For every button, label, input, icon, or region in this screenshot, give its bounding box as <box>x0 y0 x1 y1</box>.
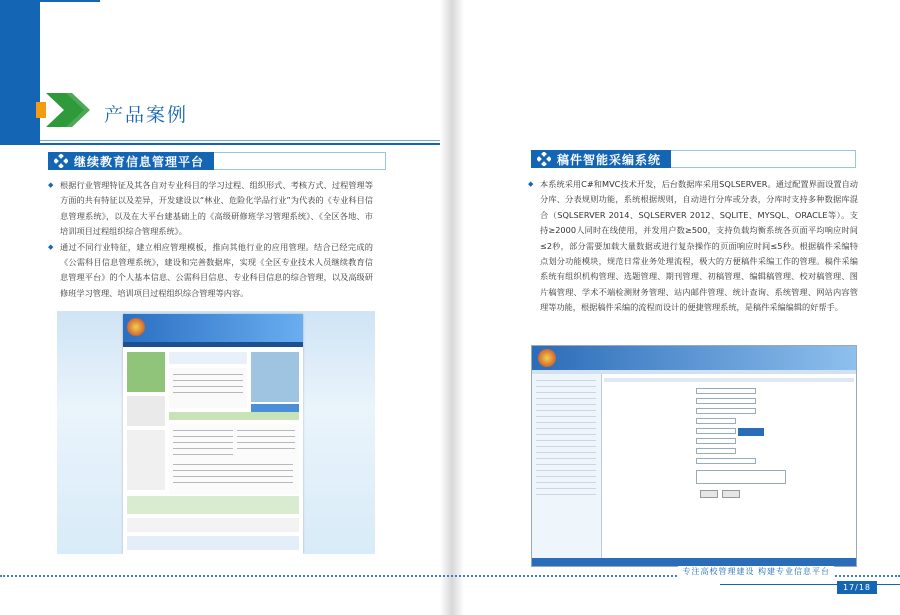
left-paragraph: ◆ 根据行业管理特征及其各自对专业科目的学习过程、组织形式、考核方式、过程管理等方面的共有特征以及差异，开发建设以“林业、危险化学品行业”为代表的《专业科目信息管理系统》，以及在大平台建基础上的《高级研修班学习管理系统》、《全区各地、市培训项目过程组织综合管理系统》。 <box>48 178 373 240</box>
emblem-icon <box>538 349 556 367</box>
header-rule <box>40 140 440 141</box>
manuscript-system-screenshot <box>531 345 857 567</box>
corner-blue-block <box>0 0 40 145</box>
left-paragraph: ◆ 通过不同行业特征，建立相应管理模板，推向其他行业的应用管理。结合已经完成的《公需科目信息管理系统》，建设和完善数据库，实现《全区专业技术人员继续教育信息管理平台》的个人基本信息、公需科目信息、专业科目信息的综合管理，以及高级研修班学习管理、培训项目过程组织综合管理等内容。 <box>48 240 373 302</box>
education-platform-screenshot <box>57 311 375 554</box>
diamond-cluster-icon <box>54 154 68 168</box>
page-spine <box>440 0 464 615</box>
right-section-title: 稿件智能采编系统 <box>557 152 662 167</box>
diamond-cluster-icon <box>537 152 551 166</box>
right-body-text <box>528 177 858 316</box>
left-section-title: 继续教育信息管理平台 <box>74 154 205 169</box>
left-section-header <box>48 152 386 170</box>
right-section-header <box>531 150 856 168</box>
page-number: 17/18 <box>837 581 877 594</box>
right-paragraph: ◆ 本系统采用C#和MVC技术开发，后台数据库采用SQLSERVER。通过配置界面设置自动分库、分表规则功能，系统根据规则，自动进行分库或分表，分库时支持多种数据库混合（SQLSERVER 2014、SQLSERVER 2012、SQLITE、MYSQL、ORACLE等）。支持≥2000人同时在线使用，并发用户数≥500，支持负载均衡系统各页面平均响应时间≤2秒，部分需要加载大量数据或进行复杂操作的页面响应时间≤5秒。根据稿件采编特点划分功能模块，规范日常业务处理流程，极大的方便稿件采编工作的管理。稿件采编系统有组织机构管理、选题管理、期刊管理、初稿管理、编辑稿管理、校对稿管理、图片稿管理、学术不端检测财务管理、站内邮件管理、统计查询、系统管理、网站内容管理等功能，根据稿件采编的流程而设计的便捷管理系统，是稿件采编编辑的好帮手。 <box>528 177 858 316</box>
header-rule-bold <box>0 143 440 145</box>
arrow-logo-icon <box>36 85 96 135</box>
left-body-text <box>48 178 373 301</box>
emblem-icon <box>127 318 145 336</box>
footer-slogan: 专注高校管理建设 构建专业信息平台 <box>678 566 834 577</box>
page-title: 产品案例 <box>104 104 189 126</box>
